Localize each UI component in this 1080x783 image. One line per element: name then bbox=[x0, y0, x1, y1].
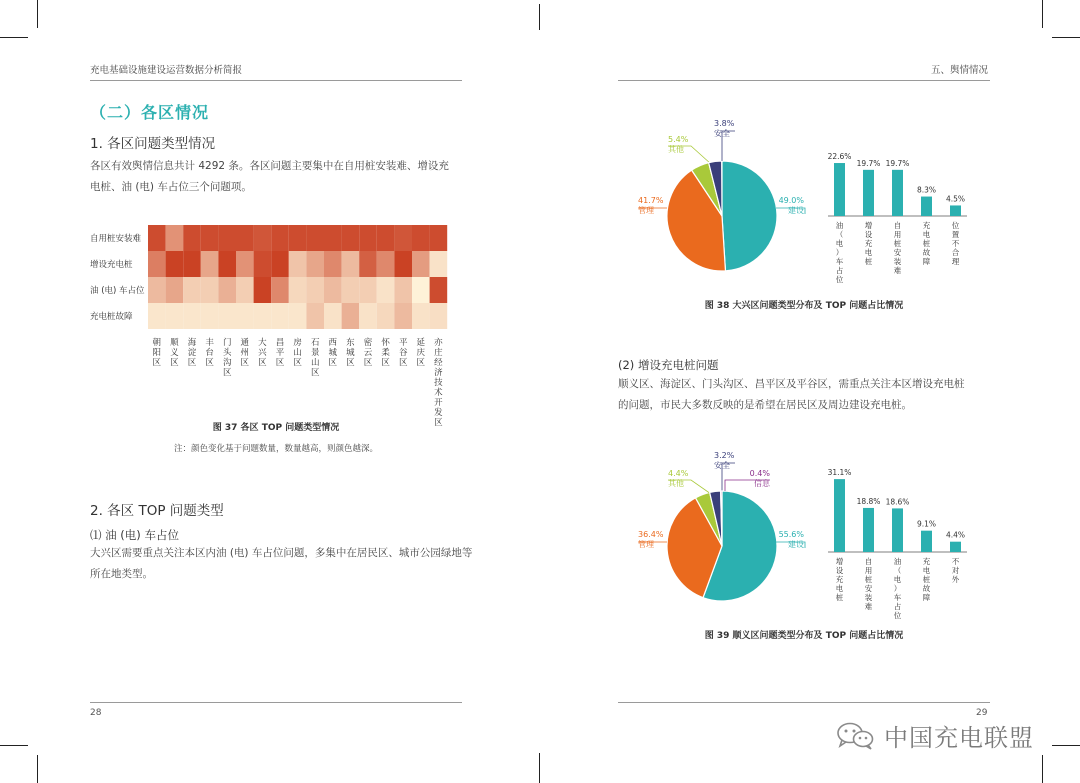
paragraph1-line2: 电桩、油 (电) 车占位三个问题项。 bbox=[90, 181, 252, 193]
heatmap-column-label: 海淀区 bbox=[187, 338, 197, 368]
heatmap-cell bbox=[394, 251, 412, 277]
pie-category-label: 安全 bbox=[714, 461, 730, 470]
heatmap-column-label: 门头沟区 bbox=[222, 338, 232, 378]
heatmap-cell bbox=[201, 277, 219, 303]
heatmap-cell bbox=[236, 251, 254, 277]
heatmap-row-label: 充电桩故障 bbox=[90, 312, 133, 322]
pie-value-label: 0.4% bbox=[749, 469, 770, 478]
bar-value-label: 9.1% bbox=[916, 519, 937, 529]
bar-category-label: 增设充电桩 bbox=[835, 557, 844, 602]
heatmap-column-label: 大兴区 bbox=[258, 338, 267, 368]
heatmap-cell bbox=[166, 277, 184, 303]
heatmap-cell bbox=[306, 303, 324, 329]
heatmap-cell bbox=[218, 303, 236, 329]
figure37-note: 注：颜色变化基于问题数量，数量越高，则颜色越深。 bbox=[173, 444, 378, 454]
heatmap-column-label: 石景山区 bbox=[310, 338, 320, 378]
heatmap-cell bbox=[236, 225, 254, 251]
bar bbox=[950, 205, 961, 216]
heatmap-cell bbox=[218, 277, 236, 303]
bar bbox=[834, 163, 845, 216]
heatmap-column-label: 房山区 bbox=[293, 338, 302, 368]
crop-mark bbox=[37, 755, 38, 783]
wechat-icon bbox=[835, 720, 877, 750]
heatmap-cell bbox=[342, 225, 360, 251]
heatmap-cell bbox=[324, 251, 342, 277]
page-number-right: 29 bbox=[976, 708, 988, 718]
heatmap-cell bbox=[271, 225, 289, 251]
bar-value-label: 19.7% bbox=[856, 158, 881, 168]
item2-line1: 顺义区、海淀区、门头沟区、昌平区及平谷区，需重点关注本区增设充电桩 bbox=[618, 378, 965, 390]
pie-category-label: 其他 bbox=[668, 145, 684, 154]
heatmap-cell bbox=[306, 225, 324, 251]
bar bbox=[863, 508, 874, 552]
item2-line2: 的问题，市民大多数反映的是希望在居民区及周边建设充电桩。 bbox=[618, 399, 912, 411]
crop-mark bbox=[0, 745, 28, 746]
crop-mark bbox=[37, 0, 38, 28]
figure38-chart bbox=[618, 112, 990, 287]
pie-slice bbox=[722, 161, 777, 271]
heatmap-cell bbox=[430, 277, 448, 303]
bar-value-label: 19.7% bbox=[885, 158, 910, 168]
heatmap-cell bbox=[412, 277, 430, 303]
bar bbox=[863, 170, 874, 216]
heatmap-column-label: 昌平区 bbox=[275, 338, 285, 368]
heatmap-cell bbox=[148, 225, 166, 251]
crop-mark bbox=[1052, 745, 1080, 746]
bar-category-label: 位置不合理 bbox=[951, 221, 960, 266]
heatmap-cell bbox=[377, 225, 395, 251]
heatmap-cell bbox=[430, 225, 448, 251]
item1-title: ⑴ 油 (电) 车占位 bbox=[90, 528, 179, 542]
heatmap-column-label: 延庆区 bbox=[416, 338, 426, 368]
pie-value-label: 3.8% bbox=[714, 119, 735, 128]
heatmap-column-label: 亦庄经济技术开发区 bbox=[434, 338, 443, 428]
heatmap-cell bbox=[148, 277, 166, 303]
heatmap-cell bbox=[342, 251, 360, 277]
bar-category-label: 自用桩安装难 bbox=[893, 221, 902, 275]
bar-category-label: 油（电）车占位 bbox=[835, 221, 844, 284]
heatmap-column-label: 通州区 bbox=[240, 338, 250, 368]
heatmap-cell bbox=[271, 251, 289, 277]
heatmap-cell bbox=[166, 225, 184, 251]
heatmap-cell bbox=[377, 251, 395, 277]
pie-value-label: 36.4% bbox=[638, 530, 664, 539]
bar-value-label: 4.5% bbox=[945, 194, 966, 204]
bar-category-label: 油（电）车占位 bbox=[893, 557, 902, 620]
heatmap-cell bbox=[289, 225, 307, 251]
heatmap-cell bbox=[254, 303, 272, 329]
item1-line2: 所在地类型。 bbox=[90, 568, 153, 580]
pie-value-label: 4.4% bbox=[668, 469, 689, 478]
crop-mark bbox=[1042, 0, 1043, 28]
heatmap-cell bbox=[166, 303, 184, 329]
crop-mark bbox=[1052, 37, 1080, 38]
bar bbox=[921, 197, 932, 216]
bar bbox=[950, 542, 961, 552]
heatmap-row-label: 增设充电桩 bbox=[90, 260, 133, 270]
bar-category-label: 充电桩故障 bbox=[922, 557, 931, 602]
bar-category-label: 增设充电桩 bbox=[864, 221, 873, 266]
heatmap-row-label: 油 (电) 车占位 bbox=[90, 286, 145, 296]
heatmap-cell bbox=[342, 303, 360, 329]
pie-category-label: 信息 bbox=[754, 479, 770, 488]
heatmap-cell bbox=[377, 277, 395, 303]
heatmap-cell bbox=[394, 277, 412, 303]
page-number-left: 28 bbox=[90, 708, 102, 718]
heatmap-cell bbox=[289, 303, 307, 329]
bar-value-label: 18.8% bbox=[856, 496, 881, 506]
header-rule-left bbox=[90, 80, 462, 81]
pie-category-label: 其他 bbox=[668, 479, 684, 488]
heatmap-cell bbox=[412, 251, 430, 277]
heatmap-cell bbox=[394, 303, 412, 329]
crop-mark bbox=[539, 4, 540, 30]
heatmap-column-label: 怀柔区 bbox=[381, 338, 390, 368]
pie-category-label: 管理 bbox=[638, 206, 654, 215]
pie-category-label: 管理 bbox=[638, 540, 654, 549]
bar-value-label: 8.3% bbox=[916, 185, 937, 195]
heatmap-column-label: 平谷区 bbox=[398, 338, 408, 368]
bar bbox=[921, 531, 932, 552]
bar-value-label: 4.4% bbox=[945, 530, 966, 540]
heatmap-cell bbox=[236, 277, 254, 303]
heatmap-column-label: 丰台区 bbox=[205, 338, 214, 368]
heatmap-column-label: 顺义区 bbox=[170, 338, 179, 368]
watermark-text: 中国充电联盟 bbox=[884, 724, 1034, 752]
heatmap-cell bbox=[412, 303, 430, 329]
heatmap-cell bbox=[306, 277, 324, 303]
heatmap-cell bbox=[359, 277, 377, 303]
section-title: （二）各区情况 bbox=[90, 103, 210, 122]
bar bbox=[892, 508, 903, 552]
crop-mark bbox=[1042, 755, 1043, 783]
heatmap-cell bbox=[342, 277, 360, 303]
heatmap-cell bbox=[359, 251, 377, 277]
pie-category-label: 建设 bbox=[788, 540, 804, 549]
pie-value-label: 55.6% bbox=[778, 530, 804, 539]
heatmap-cell bbox=[359, 225, 377, 251]
crop-mark bbox=[539, 753, 540, 783]
heatmap-column-label: 西城区 bbox=[328, 338, 338, 368]
bar bbox=[834, 479, 845, 552]
heatmap-cell bbox=[430, 303, 448, 329]
heatmap-cell bbox=[218, 225, 236, 251]
heatmap-cell bbox=[430, 251, 448, 277]
bar-value-label: 18.6% bbox=[885, 497, 910, 507]
subsection2-title: 2. 各区 TOP 问题类型 bbox=[90, 503, 224, 519]
running-header-right: 五、舆情情况 bbox=[930, 65, 988, 76]
heatmap-cell bbox=[359, 303, 377, 329]
bar-value-label: 22.6% bbox=[827, 152, 852, 162]
pie-category-label: 安全 bbox=[714, 129, 730, 138]
figure37-caption: 图 37 各区 TOP 问题类型情况 bbox=[212, 423, 340, 433]
heatmap-cell bbox=[201, 303, 219, 329]
pie-value-label: 3.2% bbox=[714, 451, 735, 460]
pie-value-label: 49.0% bbox=[778, 196, 804, 205]
heatmap-cell bbox=[254, 251, 272, 277]
heatmap-cell bbox=[254, 225, 272, 251]
heatmap-cell bbox=[148, 251, 166, 277]
paragraph1-line1: 各区有效舆情信息共计 4292 条。各区问题主要集中在自用桩安装难、增设充 bbox=[90, 160, 449, 172]
heatmap-cell bbox=[183, 277, 201, 303]
heatmap-cell bbox=[324, 225, 342, 251]
heatmap-cell bbox=[183, 251, 201, 277]
heatmap-cell bbox=[254, 277, 272, 303]
heatmap-cell bbox=[183, 225, 201, 251]
heatmap-cell bbox=[324, 303, 342, 329]
heatmap-cell bbox=[148, 303, 166, 329]
bar-value-label: 31.1% bbox=[827, 468, 852, 478]
heatmap-cell bbox=[324, 277, 342, 303]
heatmap-column-label: 朝阳区 bbox=[152, 338, 162, 368]
running-header-left: 充电基础设施建设运营数据分析简报 bbox=[90, 65, 243, 76]
bar-category-label: 自用桩安装难 bbox=[864, 557, 873, 611]
footer-rule-left bbox=[90, 702, 462, 703]
heatmap-cell bbox=[289, 277, 307, 303]
heatmap-cell bbox=[218, 251, 236, 277]
heatmap-cell bbox=[377, 303, 395, 329]
heatmap-column-label: 东城区 bbox=[346, 338, 355, 368]
heatmap-cell bbox=[271, 303, 289, 329]
item2-title: (2) 增设充电桩问题 bbox=[618, 358, 719, 372]
heatmap-cell bbox=[201, 225, 219, 251]
bar-category-label: 不对外 bbox=[951, 557, 960, 584]
heatmap-column-label: 密云区 bbox=[363, 338, 373, 368]
heatmap-row-label: 自用桩安装难 bbox=[90, 234, 142, 244]
pie-value-label: 41.7% bbox=[638, 196, 664, 205]
header-rule-right bbox=[618, 80, 990, 81]
bar bbox=[892, 170, 903, 216]
heatmap-cell bbox=[412, 225, 430, 251]
figure39-chart bbox=[618, 446, 990, 620]
item1-line1: 大兴区需要重点关注本区内油 (电) 车占位问题，多集中在居民区、城市公园绿地等 bbox=[90, 547, 473, 559]
figure39-caption: 图 39 顺义区问题类型分布及 TOP 问题占比情况 bbox=[704, 631, 904, 641]
heatmap-cell bbox=[166, 251, 184, 277]
bar-category-label: 充电桩故障 bbox=[922, 221, 931, 266]
pie-category-label: 建设 bbox=[788, 206, 804, 215]
footer-rule-right bbox=[618, 702, 990, 703]
figure38-caption: 图 38 大兴区问题类型分布及 TOP 问题占比情况 bbox=[704, 301, 904, 311]
heatmap-cell bbox=[201, 251, 219, 277]
heatmap-cell bbox=[236, 303, 254, 329]
heatmap-cell bbox=[271, 277, 289, 303]
subsection1-title: 1. 各区问题类型情况 bbox=[90, 136, 216, 152]
heatmap-cell bbox=[394, 225, 412, 251]
crop-mark bbox=[0, 37, 28, 38]
pie-value-label: 5.4% bbox=[668, 135, 689, 144]
heatmap-cell bbox=[306, 251, 324, 277]
heatmap-cell bbox=[289, 251, 307, 277]
heatmap-cell bbox=[183, 303, 201, 329]
